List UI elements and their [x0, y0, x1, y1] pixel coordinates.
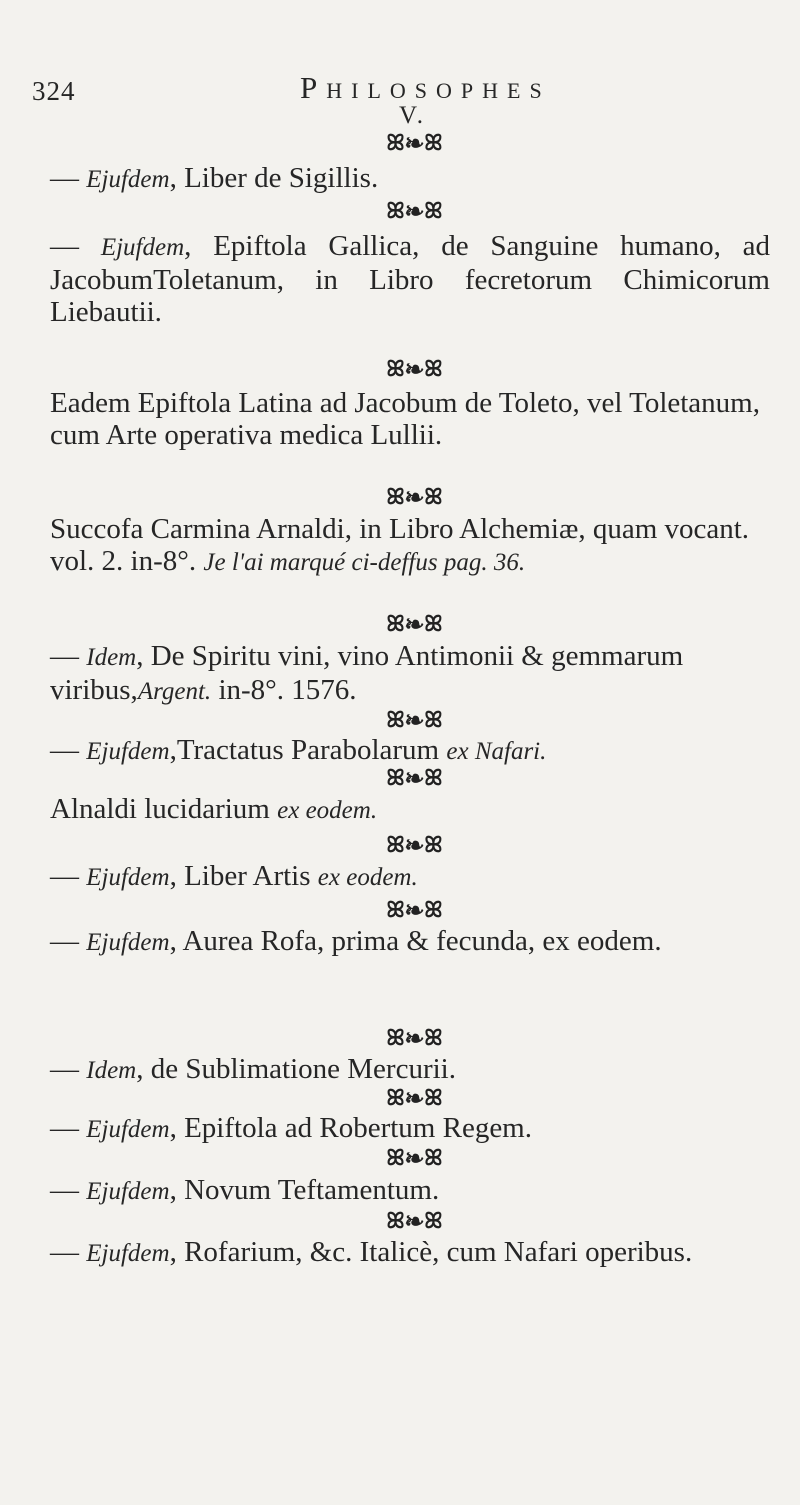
entry-author: Ejufdem [86, 1178, 170, 1205]
ornament-divider: ꕤ❧ꕤ [386, 198, 444, 223]
entry-text: , Rofarium, &c. Italicè, cum Nafari operibus. [169, 1236, 693, 1268]
ornament-divider: ꕤ❧ꕤ [386, 1085, 444, 1110]
entry-dash: — [50, 860, 87, 892]
entry-text: , Epiftola ad Robertum Regem. [169, 1112, 532, 1144]
entry-source: ex eodem. [317, 864, 418, 891]
bibliography-entry [50, 513, 770, 579]
bibliography-entry [50, 734, 770, 768]
entry-text: , Epiftola Gallica, de Sanguine humano, ad JacobumToletanum, in Libro fecretorum Chimicorum Liebautii. [50, 230, 770, 328]
ornament-divider: ꕤ❧ꕤ [386, 707, 444, 732]
entry-dash: — [50, 925, 87, 957]
entry-text: , De Spiritu vini, vino Antimonii & gemmarum viribus, [50, 640, 684, 706]
entry-source: ex eodem. [277, 797, 378, 824]
entry-text: , Novum Teftamentum. [169, 1174, 440, 1206]
ornament-divider: ꕤ❧ꕤ [386, 611, 444, 636]
bibliography-entry [50, 793, 770, 827]
ornament-divider: ꕤ❧ꕤ [386, 130, 444, 155]
entry-author: Ejufdem [86, 1116, 170, 1143]
bibliography-entry [50, 1174, 770, 1208]
entry-text: ,Tractatus Parabolarum [169, 734, 440, 766]
entry-author: Ejufdem [100, 234, 185, 261]
ornament-divider: ꕤ❧ꕤ [386, 1145, 444, 1170]
entry-dash: — [50, 230, 101, 262]
bibliography-entry [50, 640, 770, 708]
entry-text: , Liber Artis [169, 860, 311, 892]
bibliography-entry [50, 387, 770, 451]
ornament-divider: ꕤ❧ꕤ [386, 832, 444, 857]
entry-text: Eadem Epiftola Latina ad Jacobum de Toleto, vel Toletanum, cum Arte operativa medica Lullii. [50, 387, 760, 451]
ornament-divider: ꕤ❧ꕤ [386, 1208, 444, 1233]
entry-dash: — [50, 1174, 87, 1206]
entry-dash: — [50, 1112, 87, 1144]
bibliography-entry [50, 162, 770, 196]
entry-dash: — [50, 1236, 87, 1268]
bibliography-entry [50, 925, 770, 959]
entry-text: , de Sublimatione Mercurii. [136, 1053, 456, 1085]
bibliography-entry [50, 860, 770, 894]
entry-imprint: in-8°. 1576. [211, 674, 357, 706]
entry-author: Ejufdem [86, 738, 170, 765]
bibliography-entry [50, 1053, 770, 1087]
entry-text: , Liber de Sigillis. [169, 162, 379, 194]
ornament-divider: ꕤ❧ꕤ [386, 1025, 444, 1050]
entry-text: Alnaldi lucidarium [50, 793, 270, 825]
ornament-divider: ꕤ❧ꕤ [386, 356, 444, 381]
entry-author: Ejufdem [86, 864, 170, 891]
entry-author: Ejufdem [86, 1240, 170, 1267]
page-number: 324 [32, 76, 76, 106]
bibliography-entry [50, 1112, 770, 1146]
entry-author: Idem [86, 1057, 137, 1084]
running-head: Philosophes [300, 70, 551, 105]
entry-author: Ejufdem [86, 166, 170, 193]
entry-author: Ejufdem [86, 929, 170, 956]
bibliography-entry [50, 230, 770, 328]
entry-text: , Aurea Rofa, prima & fecunda, ex eodem. [169, 925, 662, 957]
entry-text: Succofa Carmina Arnaldi, in Libro Alchemiæ, quam vocant. vol. 2. in-8°. [50, 513, 750, 577]
entry-dash: — [50, 162, 87, 194]
section-mark: V. [398, 102, 427, 129]
ornament-divider: ꕤ❧ꕤ [386, 765, 444, 790]
entry-place: Argent. [137, 678, 212, 705]
entry-dash: — [50, 734, 87, 766]
entry-source: ex Nafari. [446, 738, 547, 765]
ornament-divider: ꕤ❧ꕤ [386, 897, 444, 922]
entry-note: Je l'ai marqué ci-deffus pag. 36. [203, 549, 526, 576]
entry-dash: — [50, 1053, 87, 1085]
entry-author: Idem [86, 644, 137, 671]
bibliography-entry [50, 1236, 770, 1270]
entry-dash: — [50, 640, 87, 672]
ornament-divider: ꕤ❧ꕤ [386, 484, 444, 509]
